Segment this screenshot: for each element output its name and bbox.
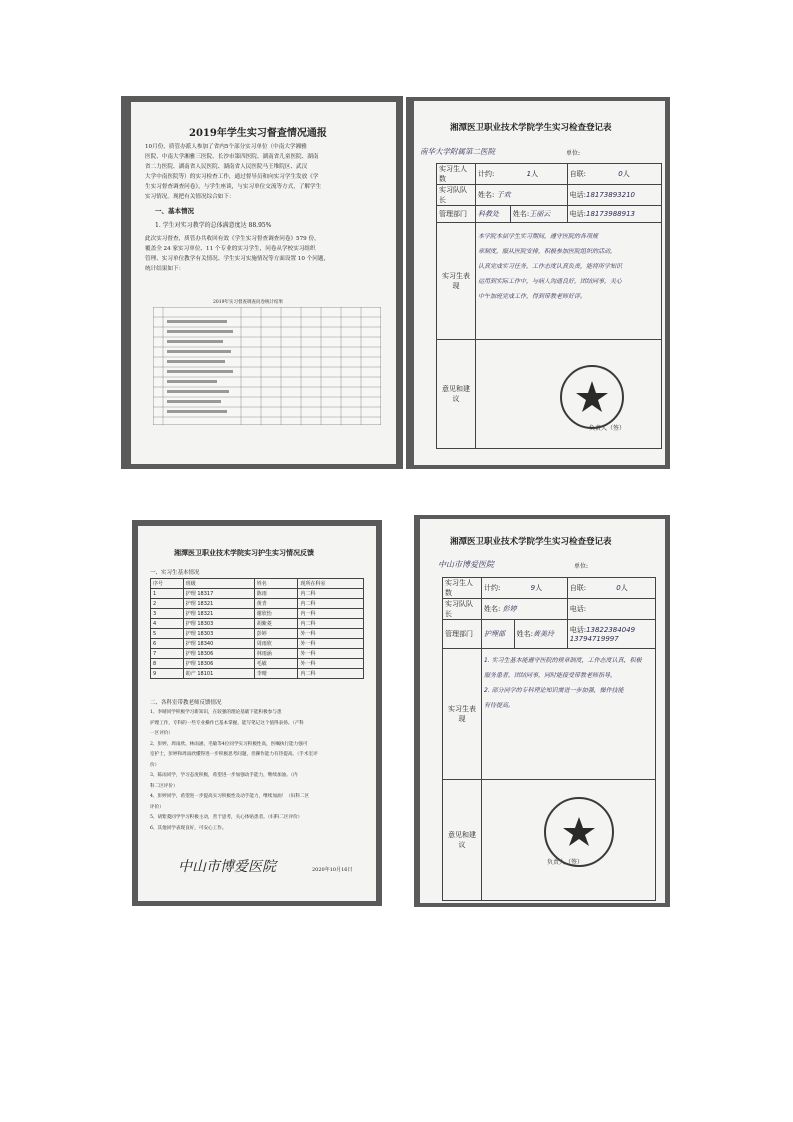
phone-value-2: 13794719997 [569,635,619,643]
count-label: 计约: [478,170,495,178]
table-row [151,589,364,599]
cell: 黄青 [254,599,298,609]
form-row [437,340,662,449]
row-cell [476,185,568,206]
table-row [151,619,364,629]
cell: 护理 18317 [183,589,254,599]
row-label: 管理部门 [443,620,482,649]
satisfaction-item: 1. 学生对实习教学的总体满意度达 88.95% [155,222,272,229]
form-row [437,206,662,223]
feedback-line: 护理工作，专科的一些专业操作已基本掌握，能写笔记这个值得表扬。（产科 [150,720,304,726]
row-cell [482,599,568,620]
para-line: 覆盖全 24 家实习单位、11 个专业的实习学生，问卷从学校实习组织 [145,246,316,252]
performance-text [478,223,659,304]
cell: 1 [151,589,184,599]
header-cell: 现所在科室 [298,579,364,589]
perf-line: 本学院本届学生实习期间，遵守医院的各项规 [478,233,599,240]
cell: 内二科 [298,669,364,679]
signature: 中山市博爱医院 [178,859,276,875]
cell: 内二科 [298,589,364,599]
para-line: 管理、实习单位教学有关情况、学生实习实施情况等方面设置 10 个问题， [145,256,330,262]
table-row [151,639,364,649]
phone-label: 电话: [569,191,586,199]
notice-title: 2019年学生实习督查情况通报 [189,128,327,139]
phone-value: 18173988913 [585,210,635,218]
section-heading: 一、基本情况 [155,207,194,215]
feedback-line: 3、陈雨同学，学习态度积极，希望进一步加强动手能力，继续加油。（内 [150,773,298,778]
form-row [437,185,662,206]
perf-line: 章制度，服从医院安排，积极参加医院组织的活动， [478,248,617,255]
dept-value: 护理部 [484,630,505,638]
para-line: 此次实习督查，质管办共收回有效《学生实习督查调查问卷》579 份， [145,236,320,242]
cell: 林雨涵 [254,649,298,659]
responsible-label: 负责人（签） [588,425,625,432]
phone-value: 13822384049 [586,626,636,634]
performance-cell [482,649,656,780]
perf-line: 服务患者，团结同事，同时能接受带教老师指导， [484,672,617,679]
table-caption: 2019年实习督查调查问卷统计结果 [213,300,283,305]
cell: 内二科 [298,619,364,629]
cell: 3 [151,609,184,619]
table-row [151,669,364,679]
unit-text: 人 [531,170,539,178]
cell: 外一科 [298,659,364,669]
form-row [443,599,656,620]
row-label: 意见和建议 [437,340,476,449]
unit-value: 中山市博爱医院 [438,560,494,569]
phone-label: 电话: [569,626,587,634]
cell: 外一科 [298,629,364,639]
row-label: 实习生人数 [437,164,476,185]
cell: 8 [151,659,184,669]
unit-value: 南华大学附属第二医院 [420,147,495,156]
perf-line: 1. 实习生基本能遵守医院的规章制度，工作态度认真，积极 [484,657,642,664]
unit-text: 人 [622,170,630,178]
cell: 内二科 [298,599,364,609]
form-row [437,223,662,340]
para-line: 统计结果如下： [145,266,185,272]
feedback-line: 2、彭婷、周雨欣、林雨涵、毛敏等4位同学实习积极性高，医嘱执行能力强可 [150,741,308,747]
name-label: 姓名: [516,630,533,638]
perf-line: 运用到实际工作中，与病人沟通良好，团结同事，关心 [478,278,623,285]
feedback-line: 4、彭婷同学，希望进一步提高实习积极性及动手能力，继续加油！（妇科二区 [150,794,310,799]
form-row [443,620,656,649]
notice-para2 [145,234,385,274]
cell: 外一科 [298,649,364,659]
row-cell [482,578,568,599]
count-value: 9 [530,584,536,592]
cell: 5 [151,629,184,639]
form-title: 湘潭医卫职业技术学院学生实习检查登记表 [450,537,612,547]
count-label: 计约: [484,584,501,592]
cell: 陈雨 [254,589,298,599]
cell: 护理 18303 [183,619,254,629]
row-label: 意见和建议 [443,780,482,901]
name-label: 姓名: [512,210,530,218]
notice-paper [131,102,396,464]
count-value: 0 [616,584,621,592]
date: 2020年10月16日 [312,867,353,873]
feedback-paper [138,526,376,901]
cell: 李晴 [254,669,298,679]
row-cell [567,185,661,206]
feedback-line: 评价） [150,804,164,810]
unit-label: 单位: [566,150,581,157]
row-cell [476,164,568,185]
row-label: 实习生表现 [437,223,476,340]
unit-text: 人 [535,584,543,592]
form-row [443,649,656,780]
count-value: 1 [526,170,532,178]
cell: 4 [151,619,184,629]
photo-check-form-2 [414,515,670,907]
section-heading: 一、实习生基本情况 [150,570,200,576]
name-label: 姓名: [478,191,495,199]
photo-check-form-1 [406,97,670,469]
photo-notice [121,96,403,469]
header-cell: 序号 [151,579,184,589]
check-form-table [436,163,662,449]
name-value: 彭婷 [502,605,517,613]
row-cell [482,620,515,649]
unit-label: 单位: [574,563,589,570]
feedback-title: 湘潭医卫职业技术学院实习护生实习情况反馈 [174,548,314,557]
cell: 护理 18306 [183,649,254,659]
hospital-stamp [544,797,614,867]
cell: 6 [151,639,184,649]
name-value: 王丽云 [529,210,551,218]
perf-line: 2. 部分同学的专科理论知识需进一步加强，操作技能 [484,687,624,694]
phone-label: 电话: [569,210,586,218]
perf-line: 认真完成实习任务，工作态度认真负责，能将所学知识 [478,263,623,270]
header-cell: 姓名 [254,579,298,589]
cell: 毛敏 [254,659,298,669]
perf-line: 中午加班完成工作，得到带教老师好评。 [478,293,587,300]
intro-line: 实习情况。现把有关情况综合如下： [145,194,235,200]
feedback-line: 1、李晴同学积极学习新知识，在较强的理论基础下能积极参与患 [150,710,282,715]
row-cell [567,164,661,185]
intro-line: 省二力医院、湖南省人民医院、湖南省人民医院马王堆院区、武汉 [145,164,308,170]
phone-label: 电话: [569,605,587,613]
photo-feedback [132,520,382,906]
table-row [151,609,364,619]
feedback-line: 室护士，彭婷和周雨欣懂得进一步积极思考问题，但操作能力有待提高。（手术室评 [150,752,318,757]
cell: 外一科 [298,639,364,649]
row-cell [567,599,655,620]
survey-stats-table [153,307,381,425]
row-cell [567,620,655,649]
form-row [443,578,656,599]
feedback-line: 一区评价） [150,731,173,736]
cell: 护理 18340 [183,639,254,649]
feedback-line: 价） [150,762,160,768]
feedback-line: 5、胡紫菱同学学习积极主动，善于思考，关心体贴患者。（妇科二区评价） [150,815,303,820]
intern-table [150,578,364,679]
cell: 周雨欣 [254,639,298,649]
feedback-line: 科二区评价） [150,783,178,789]
intro-line: 医院、中南大学湘雅三医院、长沙市第四医院、湖南省儿童医院、湖南 [145,154,319,160]
row-label: 管理部门 [437,206,476,223]
header-cell: 班级 [183,579,254,589]
feedback-body [150,708,368,834]
row-label: 实习生表现 [443,649,482,780]
check-form-paper [420,519,665,903]
intro-line: 生实习督查调查问卷》，与学生座谈，与实习单位交流等方式，了解学生 [145,184,322,190]
phone-value: 18173893210 [585,191,635,199]
performance-text [484,649,653,713]
star-icon [562,367,622,427]
notice-intro [145,142,385,202]
cell: 护理 18321 [183,599,254,609]
cell: 内一科 [298,609,364,619]
check-form-paper [414,101,665,465]
form-title: 湘潭医卫职业技术学院学生实习检查登记表 [450,123,612,133]
cell: 护理 18303 [183,629,254,639]
row-cell [476,206,511,223]
cell: 2 [151,599,184,609]
count-label: 自联: [569,170,586,178]
unit-text: 人 [620,584,628,592]
table-header [151,579,364,589]
table-row [151,599,364,609]
cell: 助产 18101 [183,669,254,679]
row-label: 实习队队长 [437,185,476,206]
cell: 护理 18306 [183,659,254,669]
intro-line: 大学中南医院等）的实习检查工作，通过督导员和向实习学生发放《学 [145,174,319,180]
cell: 彭婷 [254,629,298,639]
name-label: 姓名: [484,605,501,613]
responsible-label: 负责人（签） [546,859,583,866]
cell: 护理 18321 [183,609,254,619]
name-value: 黄美玲 [532,630,554,638]
row-cell [514,620,567,649]
row-cell [567,206,661,223]
form-row [437,164,662,185]
row-label: 实习生人数 [443,578,482,599]
dept-value: 科教处 [478,210,499,218]
table-row [151,659,364,669]
table-row [151,629,364,639]
hospital-stamp [560,365,624,429]
count-value: 0 [618,170,623,178]
cell: 7 [151,649,184,659]
feedback-line: 6、其他同学表现良好，可安心工作。 [150,825,227,831]
table-row [151,649,364,659]
cell: 谢欣怡 [254,609,298,619]
count-label: 自联: [569,584,587,592]
star-icon [546,799,612,865]
name-value: 于欢 [496,191,511,199]
row-cell [567,578,655,599]
section-heading: 二、各科室带教老师反馈情况 [150,700,222,706]
intro-line: 10月份，质管办派人参加了省内5个部分实习单位（中南大学湘雅 [145,144,307,150]
perf-line: 有待提高。 [484,702,515,709]
row-label: 实习队队长 [443,599,482,620]
cell: 9 [151,669,184,679]
cell: 胡紫菱 [254,619,298,629]
performance-cell [476,223,662,340]
row-cell [510,206,567,223]
